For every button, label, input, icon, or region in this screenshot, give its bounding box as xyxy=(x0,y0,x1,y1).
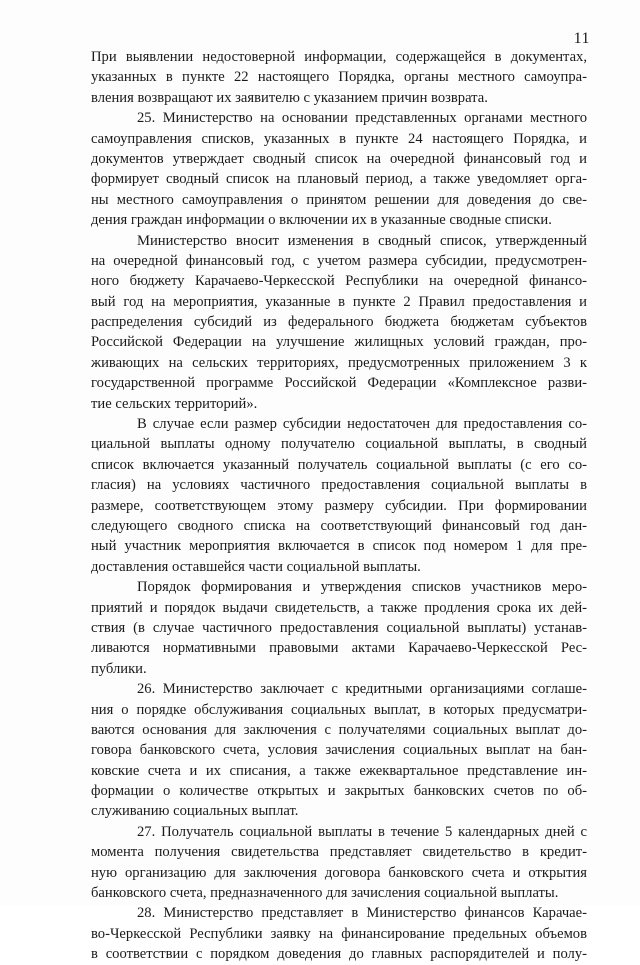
text-line: ковские счета и их списания, а также ежеквартальное представление ин- xyxy=(91,762,587,779)
paragraph xyxy=(91,231,587,415)
text-line: Российской Федерации на улучшение жилищных условий граждан, про- xyxy=(91,334,587,351)
paragraph xyxy=(91,903,587,964)
paragraph xyxy=(91,822,587,904)
text-line: государственной программе Российской Федерации «Комплексное разви- xyxy=(91,375,587,392)
paragraph xyxy=(91,108,587,230)
text-line: ную организацию для заключения договора банковского счета и открытия xyxy=(91,864,587,881)
text-line: вления возвращают их заявителю с указанием причин возврата. xyxy=(91,89,488,106)
text-line: ны местного самоуправления о принятом решении для доведения до све- xyxy=(91,191,587,208)
text-line: циальной выплаты одному получателю социальной выплаты, в сводный xyxy=(91,436,587,453)
text-line: распределения субсидий из федерального бюджета бюджетам субъектов xyxy=(91,314,587,331)
page-number: 11 xyxy=(573,30,590,47)
text-line: тие сельских территорий». xyxy=(91,395,258,412)
text-line: публики. xyxy=(91,660,147,677)
text-line: ствия (в случае частичного предоставления социальной выплаты) устанав- xyxy=(91,619,587,636)
text-line: ного бюджету Карачаево-Черкесской Республики на очередной финансо- xyxy=(91,273,587,290)
text-line: размере, соответствующем этому размеру субсидии. При формировании xyxy=(91,497,587,514)
text-line: служиванию социальных выплат. xyxy=(91,803,299,820)
paragraph xyxy=(91,47,587,108)
text-line: говора банковского счета, условия зачисления социальных выплат на бан- xyxy=(91,742,587,759)
text-line: ливаются нормативными правовыми актами Карачаево-Черкесской Рес- xyxy=(91,640,587,657)
paragraph xyxy=(91,414,587,577)
document-body xyxy=(91,47,587,965)
text-line: документов утверждает сводный список на очередной финансовый год и xyxy=(91,150,587,167)
text-line: 25. Министерство на основании представленных органами местного xyxy=(137,110,587,127)
text-line: 27. Получатель социальной выплаты в течение 5 календарных дней с xyxy=(137,823,587,840)
paragraph xyxy=(91,577,587,679)
text-line: следующего сводного списка на соответствующий финансовый год дан- xyxy=(91,517,587,534)
text-line: живающих на сельских территориях, предусмотренных приложением 3 к xyxy=(91,354,587,371)
text-line: Порядок формирования и утверждения списков участников меро- xyxy=(137,579,587,596)
text-line: на очередной финансовый год, с учетом размера субсидии, предусмотрен- xyxy=(91,252,587,269)
text-line: дения граждан информации о включении их в указанные сводные списки. xyxy=(91,212,552,229)
text-line: банковского счета, предназначенного для зачисления социальной выплаты. xyxy=(91,885,559,902)
text-line: При выявлении недостоверной информации, содержащейся в документах, xyxy=(91,49,587,65)
text-line: В случае если размер субсидии недостаточен для предоставления со- xyxy=(137,416,587,433)
text-line: приятий и порядок выдачи свидетельств, а также продления срока их дей- xyxy=(91,599,587,616)
text-line: ный участник мероприятия включается в список под номером 1 для пре- xyxy=(91,538,587,555)
text-line: указанных в пункте 22 настоящего Порядка, органы местного самоупра- xyxy=(91,69,587,86)
text-line: доставления оставшейся части социальной выплаты. xyxy=(91,558,421,575)
text-line: в соответствии с порядком доведения до главных распорядителей и полу- xyxy=(91,946,587,963)
text-line: формации о количестве открытых и закрытых банковских счетов по об- xyxy=(91,783,587,800)
text-line: ния о порядке обслуживания социальных выплат, в которых предусматри- xyxy=(91,701,587,718)
text-line: во-Черкесской Республики заявку на финансирование предельных объемов xyxy=(91,925,587,942)
text-line: формирует сводный список на плановый период, а также уведомляет орга- xyxy=(91,171,587,188)
text-line: Министерство вносит изменения в сводный список, утвержденный xyxy=(137,232,587,249)
text-line: гласия) на условиях частичного предоставления социальной выплаты в xyxy=(91,477,587,494)
text-line: список включается указанный получатель социальной выплаты (с его со- xyxy=(91,456,587,473)
text-line: ваются основания для заключения с получателями социальных выплат до- xyxy=(91,721,587,738)
text-line: момента получения свидетельства представляет свидетельство в кредит- xyxy=(91,844,587,861)
text-line: 26. Министерство заключает с кредитными организациями соглаше- xyxy=(137,681,587,698)
text-line: вый год на мероприятия, указанные в пункте 2 Правил предоставления и xyxy=(91,293,587,310)
paragraph xyxy=(91,679,587,822)
text-line: самоуправления списков, указанных в пункте 24 настоящего Порядка, и xyxy=(91,130,587,147)
text-line: 28. Министерство представляет в Министерство финансов Карачае- xyxy=(137,905,587,922)
